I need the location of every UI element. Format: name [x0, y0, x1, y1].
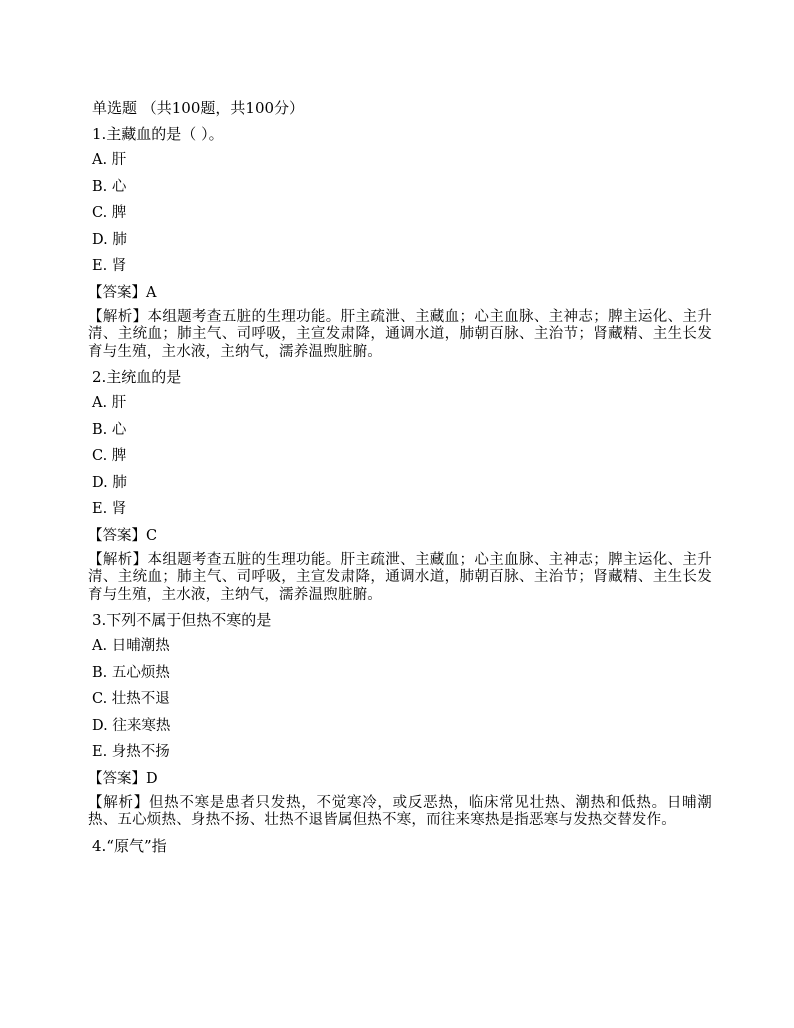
option-a: A. 肝: [92, 395, 127, 411]
answer-value: C: [146, 527, 158, 544]
question-stem: 2.主统血的是: [92, 368, 182, 386]
question-stem: 4.“原气”指: [92, 836, 167, 855]
analysis-text: 本组题考查五脏的生理功能。肝主疏泄、主藏血；心主血脉、主神志；脾主运化、主升清、主统血；肺主气、司呼吸，主宣发肃降，通调水道，肺朝百脉、主治节；肾藏精、主生长发育与生殖，主水液，主纳气，濡养温煦脏腑。: [88, 308, 712, 360]
option-a: A. 肝: [92, 152, 127, 168]
option-c: C. 脾: [92, 205, 127, 221]
option-b: B. 五心烦热: [92, 664, 170, 681]
option-b: B. 心: [92, 178, 127, 195]
answer-label: 【答案】: [88, 284, 146, 301]
answer-line: [88, 769, 712, 789]
analysis-text: 但热不寒是患者只发热，不觉寒冷，或反恶热，临床常见壮热、潮热和低热。日晡潮热、五心烦热、身热不扬、壮热不退皆属但热不寒，而往来寒热是指恶寒与发热交替发作。: [88, 794, 712, 828]
option-d: D. 肺: [92, 474, 127, 491]
question-3: [88, 610, 712, 830]
answer-line: [88, 526, 712, 546]
question-stem: 3.下列不属于但热不寒的是: [92, 611, 272, 629]
exam-page: [88, 98, 712, 862]
option-e: E. 肾: [92, 501, 127, 517]
option-d: D. 往来寒热: [92, 717, 171, 734]
question-2: [88, 367, 712, 604]
analysis-block: [88, 309, 712, 362]
option-c: C. 壮热不退: [92, 691, 170, 707]
answer-value: A: [146, 284, 157, 301]
analysis-label: 【解析】: [88, 551, 148, 568]
option-a: A. 日晡潮热: [92, 638, 170, 654]
option-e: E. 身热不扬: [92, 744, 170, 760]
analysis-block: [88, 795, 712, 830]
option-e: E. 肾: [92, 258, 127, 274]
option-b: B. 心: [92, 421, 127, 438]
question-4: [92, 836, 712, 856]
answer-value: D: [146, 770, 158, 787]
option-d: D. 肺: [92, 231, 127, 248]
option-c: C. 脾: [92, 448, 127, 464]
analysis-text: 本组题考查五脏的生理功能。肝主疏泄、主藏血；心主血脉、主神志；脾主运化、主升清、主统血；肺主气、司呼吸，主宣发肃降，通调水道，肺朝百脉、主治节；肾藏精、主生长发育与生殖，主水液，主纳气，濡养温煦脏腑。: [88, 551, 712, 603]
analysis-label: 【解析】: [88, 308, 148, 325]
analysis-label: 【解析】: [88, 794, 149, 811]
section-title: 单选题 （共100题，共100分）: [92, 99, 305, 117]
analysis-block: [88, 552, 712, 605]
answer-line: [88, 283, 712, 303]
question-stem: 1.主藏血的是（ ）。: [92, 125, 224, 143]
answer-label: 【答案】: [88, 527, 146, 544]
question-1: [88, 124, 712, 361]
answer-label: 【答案】: [88, 770, 146, 787]
